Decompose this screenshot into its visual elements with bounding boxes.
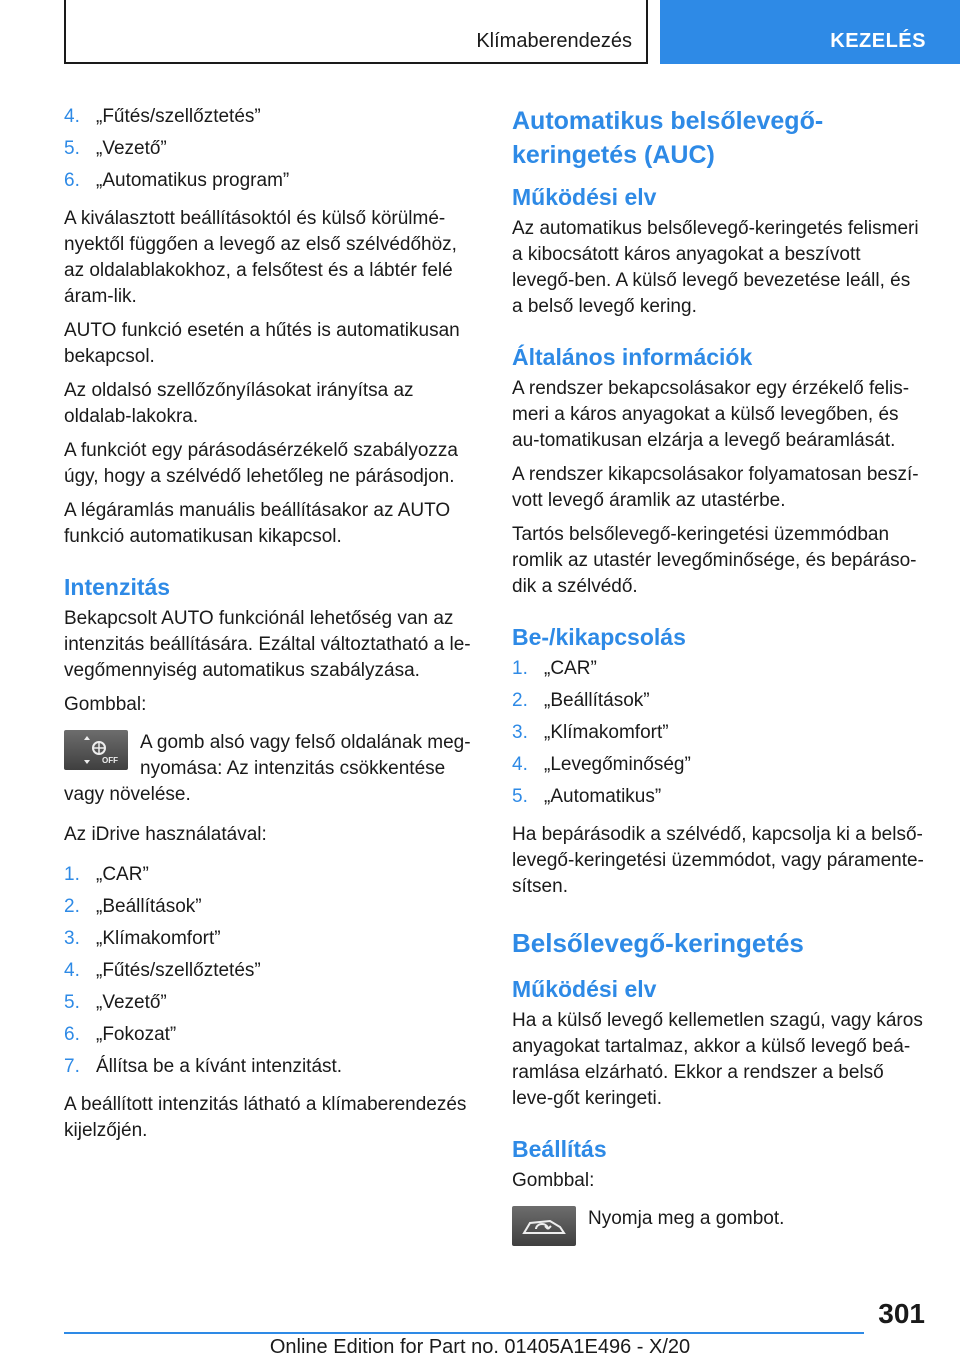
heading-principle: Működési elv xyxy=(512,184,657,210)
list-item: 6. „Automatikus program” xyxy=(64,170,290,191)
button-description: Nyomja meg a gombot. xyxy=(588,1208,785,1229)
fan-button-row xyxy=(64,730,478,808)
paragraph: Gombbal: xyxy=(64,694,147,715)
paragraph: AUTO funkció esetén a hűtés is automatikusan bekapcsol. xyxy=(64,320,460,367)
left-column xyxy=(64,104,478,1152)
header-section-tab xyxy=(660,0,960,64)
list-item: 3. „Klímakomfort” xyxy=(64,928,221,949)
paragraph: Az oldalsó szellőzőnyílásokat irányítsa az oldalab-lakokra. xyxy=(64,380,414,427)
list-item: 2. „Beállítások” xyxy=(64,896,202,917)
list-item: 7. Állítsa be a kívánt intenzitást. xyxy=(64,1056,343,1077)
header-section-label: KEZELÉS xyxy=(830,30,926,52)
heading-general-info: Általános információk xyxy=(512,344,753,370)
paragraph: A kiválasztott beállításoktól és külső körülmé-nyektől függően a levegő az első szélvédőhöz, az oldalablakokhoz, a felsőtest és a lábtér felé áram-lik. xyxy=(64,208,457,307)
paragraph: Bekapcsolt AUTO funkciónál lehetőség van az intenzitás beállítására. Ezáltal változtatható a le-vegőmennyiség automatikus szabályzása. xyxy=(64,608,471,681)
edition-note: Online Edition for Part no. 01405A1E496 - X/20 xyxy=(269,1336,691,1358)
header-bar xyxy=(64,0,648,64)
list-item: 5. „Vezető” xyxy=(64,992,167,1013)
paragraph: Az iDrive használatával: xyxy=(64,824,267,845)
program-list xyxy=(64,104,478,200)
paragraph: Ha a külső levegő kellemetlen szagú, vagy káros anyagokat tartalmaz, akkor a külső levegő beá-ramlása elzárható. Ekkor a rendszer a belső leve-gőt keringeti. xyxy=(512,1010,923,1109)
svg-text:OFF: OFF xyxy=(102,756,118,765)
heading-on-off: Be-/kikapcsolás xyxy=(512,624,686,650)
paragraph: Ha bepárásodik a szélvédő, kapcsolja ki a belső-levegő-keringetési üzemmódot, vagy páramente-sítsen. xyxy=(512,824,924,897)
page-number: 301 xyxy=(878,1298,925,1329)
paragraph: A funkciót egy párásodásérzékelő szabályozza úgy, hogy a szélvédő lehetőleg ne párásodjon. xyxy=(64,440,458,487)
paragraph: Az automatikus belsőlevegő-keringetés felismeri a kibocsátott káros anyagokat a beszívott levegő-ben. A külső levegő bevezetése leáll, és a belső levegő kering. xyxy=(512,218,919,317)
list-item: 2. „Beállítások” xyxy=(512,690,650,711)
recirculation-icon xyxy=(520,1213,568,1239)
heading-setting: Beállítás xyxy=(512,1136,607,1162)
heading-principle: Működési elv xyxy=(512,976,657,1002)
heading-intensity: Intenzitás xyxy=(64,574,171,600)
paragraph: A beállított intenzitás látható a klímaberendezés kijelzőjén. xyxy=(64,1094,467,1141)
header-title: Klímaberendezés xyxy=(476,30,632,52)
paragraph: Gombbal: xyxy=(512,1170,595,1191)
paragraph: A légáramlás manuális beállításakor az AUTO funkció automatikusan kikapcsol. xyxy=(64,500,451,547)
paragraph: A rendszer bekapcsolásakor egy érzékelő felis-meri a káros anyagokat a külső levegőben, és au-tomatikusan elzárja a levegő beáramlását. xyxy=(512,378,910,451)
paragraph: Tartós belsőlevegő-keringetési üzemmódban romlik az utastér levegőminősége, és bepáráso-dik a szélvédő. xyxy=(512,524,917,597)
on-off-steps-list xyxy=(512,656,926,816)
fan-off-icon xyxy=(74,734,118,766)
recirculation-button-image xyxy=(512,1206,576,1246)
footer-divider xyxy=(64,1332,864,1334)
fan-intensity-button-image xyxy=(64,730,128,770)
list-item: 6. „Fokozat” xyxy=(64,1024,177,1045)
right-column xyxy=(512,104,926,1266)
list-item: 5. „Vezető” xyxy=(64,138,167,159)
heading-auc: Automatikus belsőlevegő-keringetés (AUC) xyxy=(512,107,824,169)
paragraph: A rendszer kikapcsolásakor folyamatosan beszí-vott levegő áramlik az utastérbe. xyxy=(512,464,919,511)
list-item: 4. „Levegőminőség” xyxy=(512,754,691,775)
list-item: 4. „Fűtés/szellőztetés” xyxy=(64,106,261,127)
list-item: 1. „CAR” xyxy=(64,864,149,885)
idrive-steps-list xyxy=(64,862,478,1086)
recirc-button-row xyxy=(512,1206,926,1266)
list-item: 4. „Fűtés/szellőztetés” xyxy=(64,960,261,981)
list-item: 5. „Automatikus” xyxy=(512,786,662,807)
list-item: 1. „CAR” xyxy=(512,658,597,679)
heading-recirculation: Belsőlevegő-keringetés xyxy=(512,928,804,958)
button-description: A gomb alsó vagy felső oldalának meg-nyomása: Az intenzitás csökkentése vagy növelése. xyxy=(64,732,471,805)
list-item: 3. „Klímakomfort” xyxy=(512,722,669,743)
